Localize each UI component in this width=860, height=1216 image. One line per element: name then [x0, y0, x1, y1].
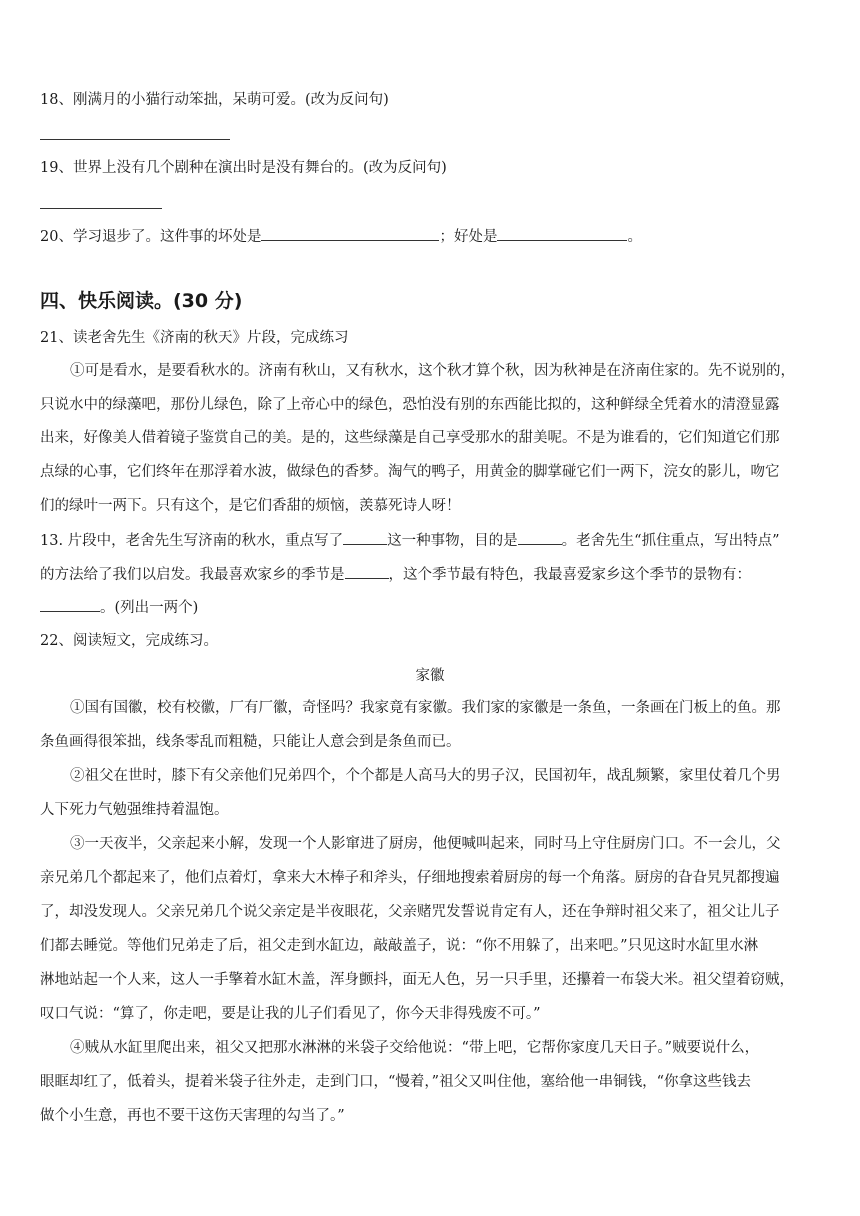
question-13-text: 13. 片段中，老舍先生写济南的秋水，重点写了 [40, 533, 344, 549]
answer-blank-13-scenery[interactable] [40, 597, 100, 612]
question-13-text: 的方法给了我们以启发。我最喜欢家乡的季节是 [40, 567, 345, 583]
passage2-line: 叹口气说：“算了，你走吧，要是让我的儿子们看见了，你今天非得残废不可。” [40, 1006, 541, 1022]
question-20 [40, 226, 642, 247]
question-13-line3 [40, 597, 198, 618]
question-21-intro: 21、读老舍先生《济南的秋天》片段，完成练习 [40, 330, 349, 346]
section-heading: 四、快乐阅读。(30 分) [40, 290, 243, 312]
question-13-text: 。老舍先生“抓住重点，写出特点” [561, 533, 780, 549]
question-13-line2 [40, 564, 751, 585]
passage1-line: 出来，好像美人借着镜子鉴赏自己的美。是的，这些绿藻是自己享受那水的甜美呢。不是为谁看的，它们知道它们那 [40, 430, 780, 446]
passage2-line: 人下死力气勉强维持着温饱。 [40, 802, 229, 818]
passage1-line: 点绿的心事，它们终年在那浮着水波，做绿色的香梦。淘气的鸭子，用黄金的脚掌碰它们一两下，浣女的影儿，吻它 [40, 464, 780, 480]
question-13-text: 这一种事物，目的是 [387, 533, 518, 549]
answer-blank-13-thing[interactable] [343, 530, 387, 545]
question-20-text-2: ；好处是 [439, 229, 498, 245]
passage2-line: 了，却没发现人。父亲兄弟几个说父亲定是半夜眼花，父亲赌咒发誓说肯定有人，还在争辩时祖父来了，祖父让儿子 [40, 904, 780, 920]
passage2-line: ③一天夜半，父亲起来小解，发现一个人影窜进了厨房，他便喊叫起来，同时马上守住厨房门口。不一会儿，父 [70, 836, 781, 852]
passage2-line: 们都去睡觉。等他们兄弟走了后，祖父走到水缸边，敲敲盖子，说：“你不用躲了，出来吧。”只见这时水缸里水淋 [40, 938, 759, 954]
passage2-line: 条鱼画得很笨拙，线条零乱而粗糙，只能让人意会到是条鱼而已。 [40, 734, 461, 750]
passage-title: 家徽 [415, 668, 445, 684]
question-19: 19、世界上没有几个剧种在演出时是没有舞台的。(改为反问句) [40, 160, 447, 176]
question-13-line1 [40, 530, 780, 551]
question-13-text: ，这个季节最有特色，我最喜爱家乡这个季节的景物有： [388, 567, 751, 583]
passage1-line: 们的绿叶一两下。只有这个，是它们香甜的烦恼，羡慕死诗人呀！ [40, 498, 461, 514]
question-18: 18、刚满月的小猫行动笨拙，呆萌可爱。(改为反问句) [40, 92, 389, 108]
passage2-line: ①国有国徽，校有校徽，厂有厂徽，奇怪吗？我家竟有家徽。我们家的家徽是一条鱼，一条画在门板上的鱼。那 [70, 700, 781, 716]
passage2-line: ④贼从水缸里爬出来，祖父又把那水淋淋的米袋子交给他说：“带上吧，它帮你家度几天日子。”贼要说什么， [70, 1040, 760, 1056]
passage2-line: 做个小生意，再也不要干这伤天害理的勾当了。” [40, 1108, 345, 1124]
passage2-line: 亲兄弟几个都起来了，他们点着灯，拿来大木棒子和斧头，仔细地搜索着厨房的每一个角落。厨房的旮旮旯旯都搜遍 [40, 870, 780, 886]
passage1-line: ①可是看水，是要看秋水的。济南有秋山，又有秋水，这个秋才算个秋，因为秋神是在济南住家的。先不说别的， [70, 363, 795, 379]
answer-blank-19[interactable] [40, 208, 162, 209]
question-20-end: 。 [627, 229, 642, 245]
passage2-line: 淋地站起一个人来，这人一手擎着水缸木盖，浑身颤抖，面无人色，另一只手里，还攥着一布袋大米。祖父望着窃贼， [40, 972, 794, 988]
answer-blank-20-good[interactable] [497, 226, 627, 241]
answer-blank-20-bad[interactable] [261, 226, 439, 241]
answer-blank-13-season[interactable] [345, 564, 389, 579]
passage2-line: 眼眶却红了，低着头，提着米袋子往外走，走到门口，“慢着，”祖父又叫住他，塞给他一串铜钱，“你拿这些钱去 [40, 1074, 751, 1090]
answer-blank-13-purpose[interactable] [518, 530, 562, 545]
passage1-line: 只说水中的绿藻吧，那份儿绿色，除了上帝心中的绿色，恐怕没有别的东西能比拟的，这种鲜绿全凭着水的清澄显露 [40, 397, 780, 413]
question-20-text: 20、学习退步了。这件事的坏处是 [40, 229, 262, 245]
question-13-text: 。(列出一两个) [100, 600, 199, 616]
answer-blank-18[interactable] [40, 139, 230, 140]
passage2-line: ②祖父在世时，膝下有父亲他们兄弟四个，个个都是人高马大的男子汉，民国初年，战乱频繁，家里仗着几个男 [70, 768, 781, 784]
question-22-intro: 22、阅读短文，完成练习。 [40, 633, 218, 649]
